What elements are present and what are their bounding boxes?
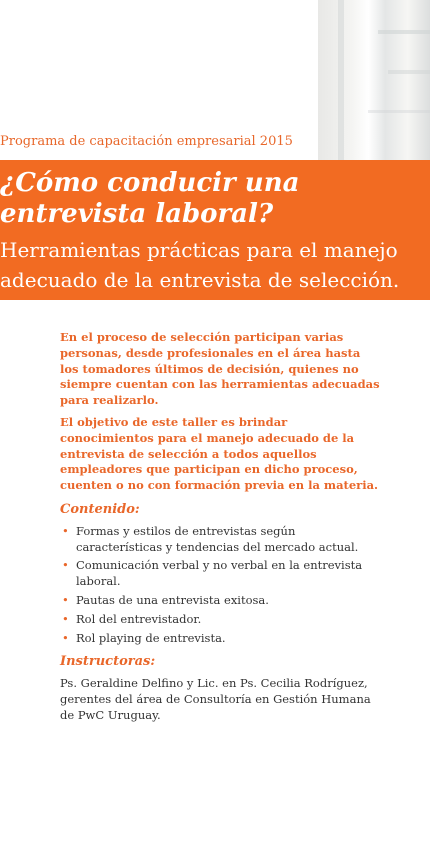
subtitle-line-2: adecuado de la entrevista de selección. bbox=[0, 268, 400, 292]
page-subtitle bbox=[0, 235, 399, 295]
list-item bbox=[60, 612, 380, 628]
header-photo bbox=[318, 0, 430, 160]
bullet-icon: • bbox=[62, 592, 69, 607]
instructoras-text: Ps. Geraldine Delfino y Lic. en Ps. Cecilia Rodríguez, gerentes del área de Consultoría en Gestión Humana de PwC Uruguay. bbox=[60, 676, 371, 722]
title-line-2: entrevista laboral? bbox=[0, 199, 274, 229]
objective-paragraph: El objetivo de este taller es brindar conocimientos para el manejo adecuado de la entrevista de selección a todos aquellos empleadores que participan en dicho proceso, cuenten o no con formación previa en la materia. bbox=[60, 414, 379, 493]
bullet-icon: • bbox=[62, 523, 69, 538]
list-item-text: Pautas de una entrevista exitosa. bbox=[76, 592, 269, 607]
list-item bbox=[60, 593, 380, 609]
bullet-icon: • bbox=[62, 630, 69, 645]
list-item-text: Formas y estilos de entrevistas según características y tendencias del mercado actual. bbox=[76, 523, 359, 554]
contenido-list bbox=[60, 524, 380, 647]
list-item-text: Rol playing de entrevista. bbox=[76, 630, 226, 645]
bullet-icon: • bbox=[62, 611, 69, 626]
bullet-icon: • bbox=[62, 558, 69, 573]
page-title bbox=[0, 168, 299, 230]
contenido-heading: Contenido: bbox=[60, 501, 140, 517]
content-body bbox=[60, 330, 380, 724]
list-item bbox=[60, 558, 380, 590]
list-item-text: Rol del entrevistador. bbox=[76, 611, 202, 626]
program-label: Programa de capacitación empresarial 2015 bbox=[0, 134, 293, 149]
subtitle-line-1: Herramientas prácticas para el manejo bbox=[0, 238, 398, 262]
title-line-1: ¿Cómo conducir una bbox=[0, 168, 300, 198]
list-item bbox=[60, 631, 380, 647]
intro-paragraph: En el proceso de selección participan varias personas, desde profesionales en el área hasta los tomadores últimos de decisión, quienes no siempre cuentan con las herramientas adecuadas para realizarlo. bbox=[60, 330, 380, 408]
instructoras-heading: Instructoras: bbox=[60, 654, 156, 670]
list-item bbox=[60, 524, 380, 556]
list-item-text: Comunicación verbal y no verbal en la entrevista laboral. bbox=[76, 558, 363, 589]
